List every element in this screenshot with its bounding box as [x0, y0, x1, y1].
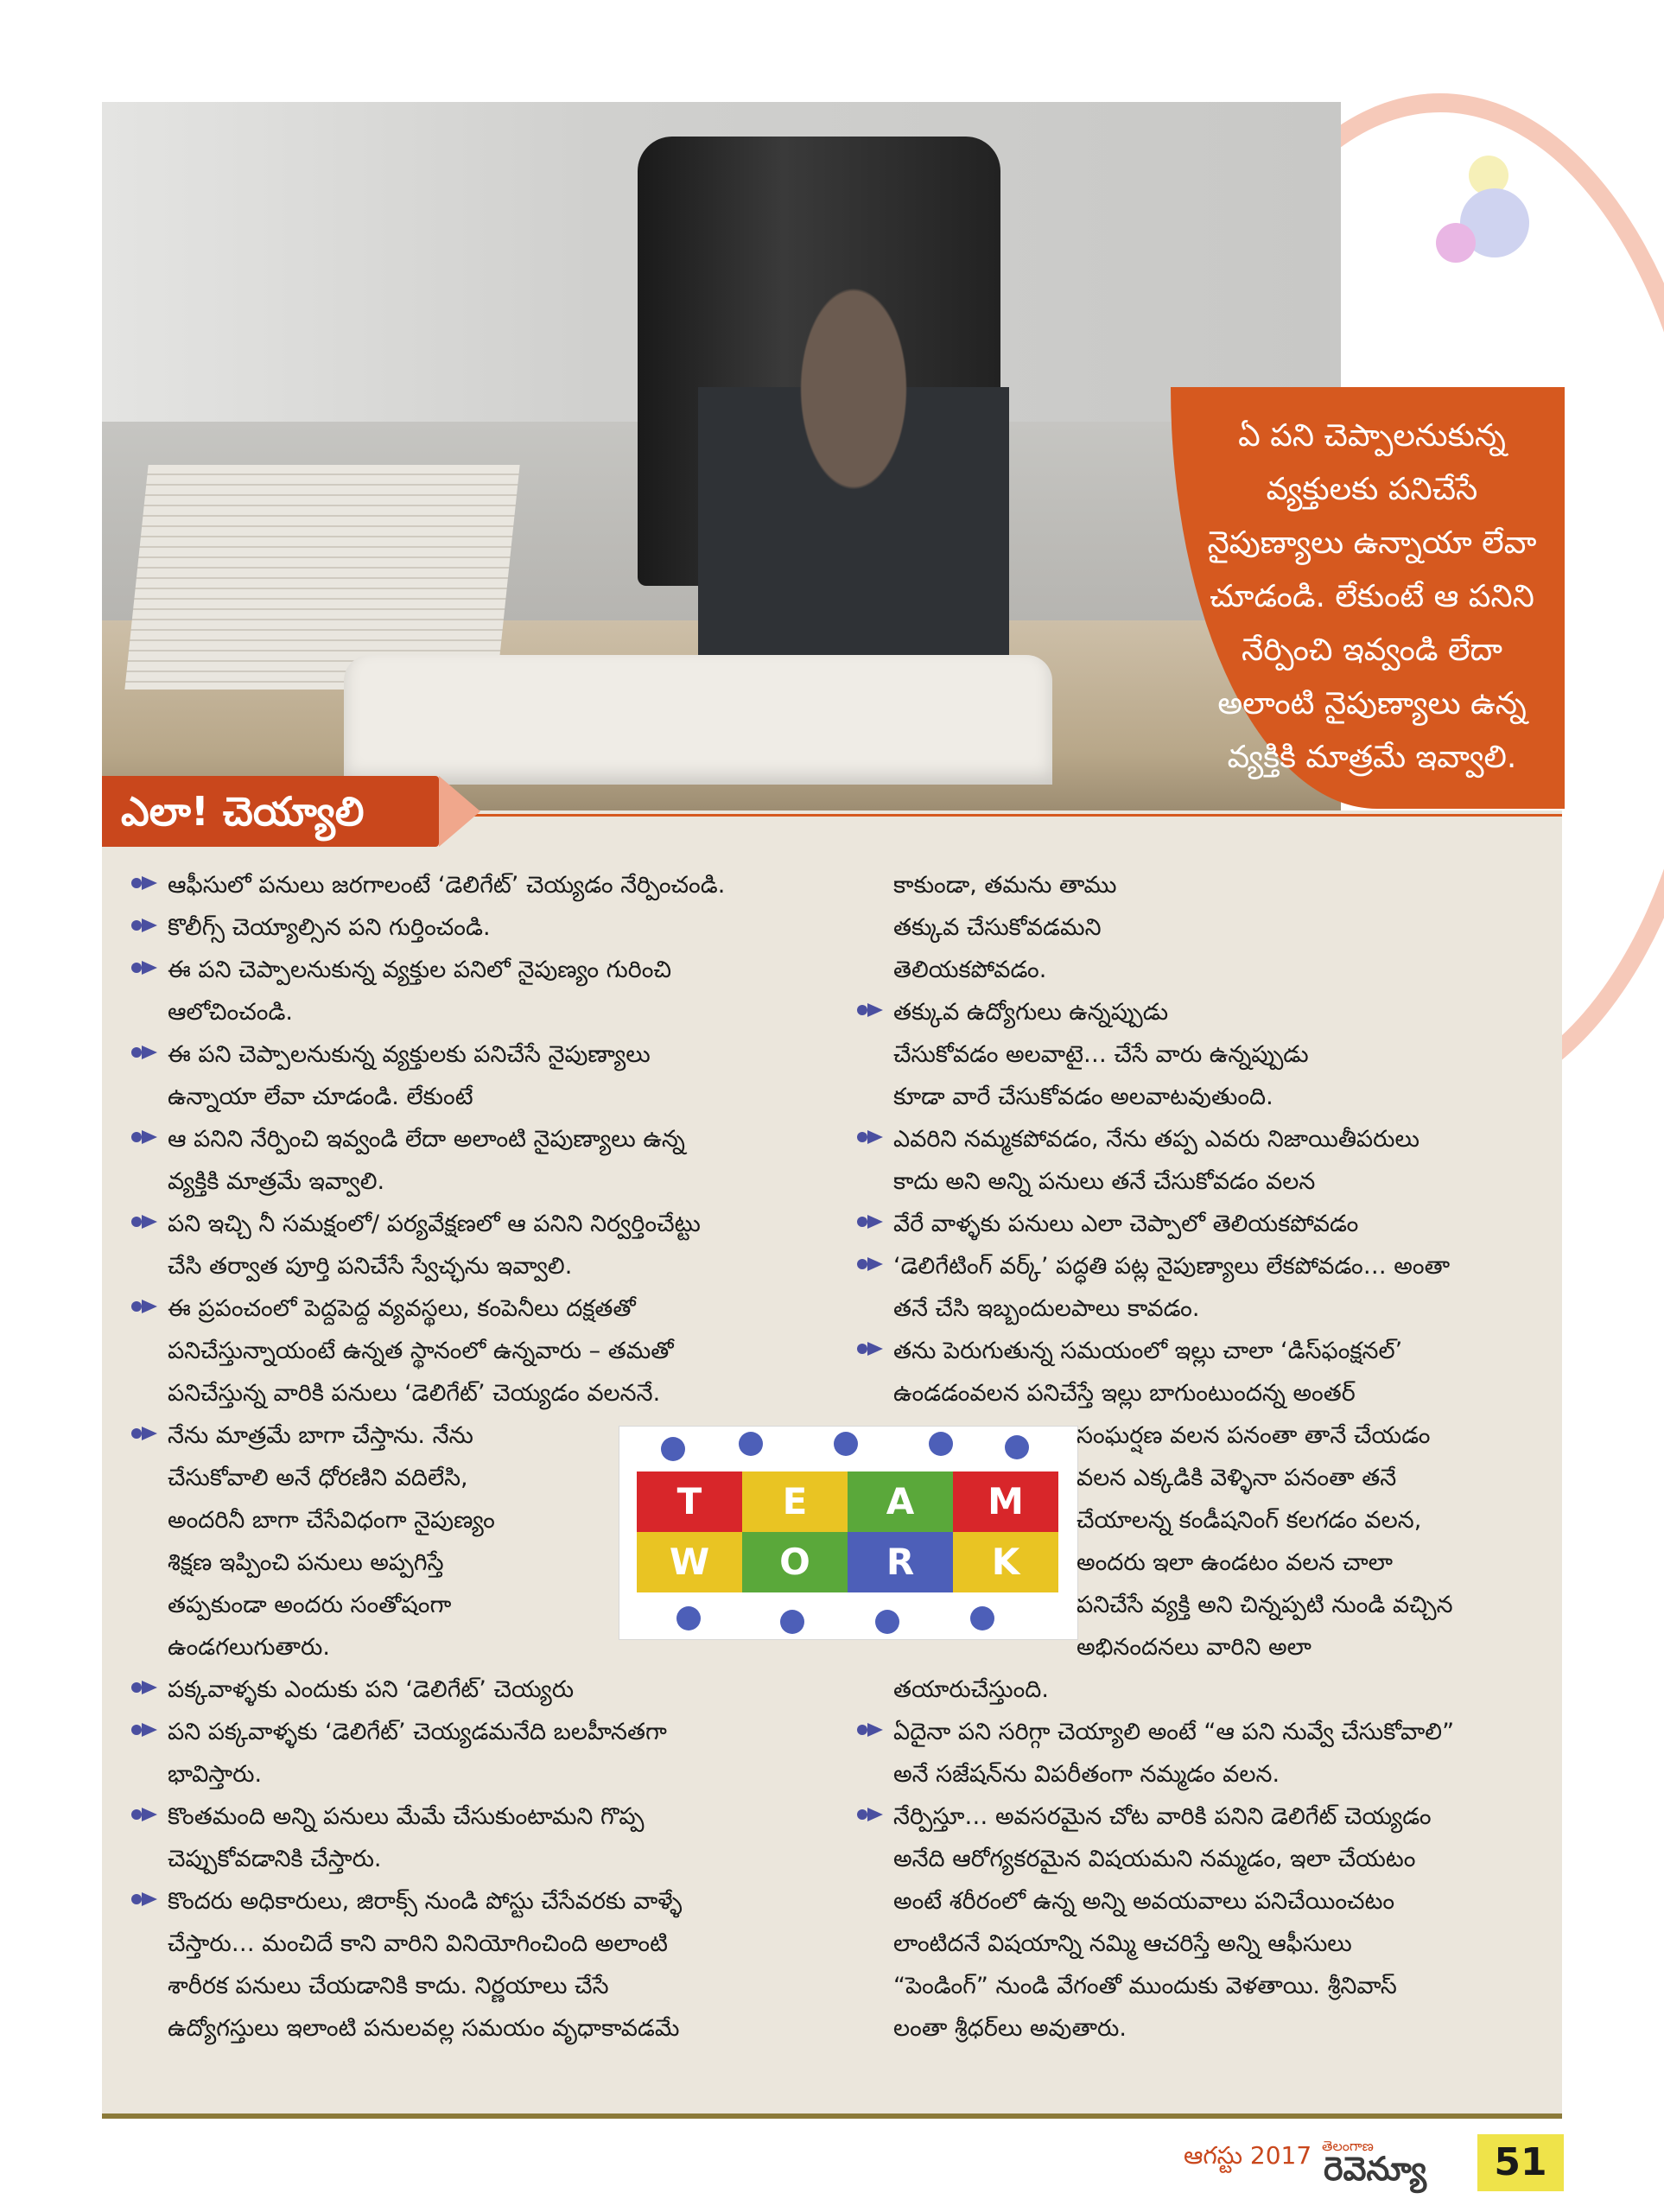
letter-o: O [779, 1541, 810, 1583]
highlight-quote-box [1171, 387, 1565, 809]
item-text: ఎవరిని నమ్మకపోవడం, నేను తప్ప ఎవరు నిజాయితీపరులు [893, 1126, 1419, 1153]
item-text: తెలియకపోవడం. [893, 957, 1047, 983]
item-text: వేరే వాళ్ళకు పనులు ఎలా చెప్పాలో తెలియకపోవడం [893, 1211, 1359, 1237]
item-text: కాదు అని అన్ని పనులు తనే చేసుకోవడం వలన [893, 1168, 1316, 1195]
item-text: కొందరు అధికారులు, జిరాక్స్ నుండి పోస్టు చేసేవరకు వాళ్ళే [168, 1888, 683, 1915]
item-text: నేర్పిస్తూ… అవసరమైన చోట వారికి పనిని డెలిగేట్ చెయ్యడం [893, 1803, 1432, 1830]
page-number: 51 [1477, 2134, 1564, 2191]
list-item [130, 1880, 838, 1923]
bullet-arrow-icon [855, 1128, 885, 1147]
stressed-man-photo [102, 102, 1341, 810]
item-text: కొంతమంది అన్ని పనులు మేమే చేసుకుంటామని గొప్ప [168, 1803, 645, 1830]
item-text: అంటే శరీరంలో ఉన్న అన్ని అవయవాలు పనిచేయించటం [893, 1888, 1395, 1915]
item-text: చేస్తారు… మంచిదే కాని వారిని వినియోగించింది అలాంటి [168, 1930, 668, 1957]
section-title-text: ఎలా! చెయ్యాలి [121, 788, 365, 835]
item-text: ఉన్నాయా లేవా చూడండి. లేకుంటే [168, 1084, 473, 1110]
list-item [855, 1118, 1547, 1160]
item-text: ఆ పనిని నేర్పించి ఇవ్వండి లేదా అలాంటి నైపుణ్యాలు ఉన్న [168, 1126, 685, 1153]
item-text: పనిచేస్తున్నాయంటే ఉన్నత స్థానంలో ఉన్నవారు – తమతో [168, 1338, 674, 1364]
item-text: పనిచేసే వ్యక్తి అని చిన్నప్పటి నుండి వచ్చిన [1077, 1592, 1453, 1618]
item-text: చేయాలన్న కండీషనింగ్ కలగడం వలన, [1077, 1507, 1422, 1534]
item-text: అందరినీ బాగా చేసేవిధంగా నైపుణ్యం [168, 1507, 495, 1534]
item-text: కాకుండా, తమను తాము [893, 872, 1117, 899]
item-text: లాంటిదనే విషయాన్ని నమ్మి ఆచరిస్తే అన్ని ఆఫీసులు [893, 1930, 1352, 1957]
bullet-arrow-icon [130, 1890, 159, 1909]
bullet-arrow-icon [855, 1255, 885, 1274]
magazine-brand-small: తెలంగాణ [1322, 2138, 1374, 2154]
magazine-brand: రెవెన్యూ [1324, 2150, 1427, 2188]
list-item [130, 1033, 838, 1076]
list-item [855, 1245, 1547, 1287]
page-footer [1184, 2134, 1564, 2195]
list-item [130, 1796, 838, 1838]
bullet-arrow-icon [130, 1805, 159, 1824]
item-text: ఏదైనా పని సరిగ్గా చెయ్యాలి అంటే “ఆ పని నువ్వే చేసుకోవాలి” [893, 1719, 1455, 1745]
item-text: ఆఫీసులో పనులు జరగాలంటే ‘డెలిగేట్’ చెయ్యడం నేర్పించండి. [168, 872, 726, 899]
list-item [130, 906, 838, 949]
item-text: చేసుకోవాలి అనే ధోరణిని వదిలేసి, [168, 1465, 468, 1491]
item-text: తనే చేసి ఇబ్బందులపాలు కావడం. [893, 1295, 1200, 1322]
bullet-arrow-icon [130, 1212, 159, 1231]
letter-k: K [991, 1541, 1020, 1583]
bullet-arrow-icon [130, 874, 159, 893]
bubble-pink [1436, 223, 1476, 263]
bullet-arrow-icon [130, 1720, 159, 1739]
item-text: సంఘర్షణ వలన పనంతా తానే చేయడం [1077, 1422, 1431, 1449]
item-text: ఉండగలుగుతారు. [168, 1634, 330, 1661]
item-text: శిక్షణ ఇప్పించి పనులు అప్పగిస్తే [168, 1549, 444, 1576]
item-text: అందరు ఇలా ఉండటం వలన చాలా [1077, 1549, 1393, 1576]
item-text: వ్యక్తికి మాత్రమే ఇవ్వాలి. [168, 1168, 385, 1195]
item-text: శారీరక పనులు చేయడానికి కాదు. నిర్ణయాలు చేసే [168, 1973, 609, 1999]
item-text: “పెండింగ్” నుండి వేగంతో ముందుకు వెళతాయి. శ్రీనివాస్ [893, 1973, 1397, 1999]
letter-t: T [676, 1480, 702, 1522]
bullet-arrow-icon [130, 1043, 159, 1062]
list-item [130, 1669, 838, 1711]
item-text: కొలీగ్స్ చెయ్యాల్సిన పని గుర్తించండి. [168, 914, 491, 941]
bullet-arrow-icon [130, 958, 159, 977]
item-text: తయారుచేస్తుంది. [893, 1676, 1049, 1703]
item-text: అనేది ఆరోగ్యకరమైన విషయమని నమ్మడం, ఇలా చేయటం [893, 1846, 1416, 1872]
bullet-arrow-icon [130, 1678, 159, 1697]
letter-e: E [782, 1480, 808, 1522]
item-text: అభినందనలు వారిని అలా [1077, 1634, 1312, 1661]
issue-date: ఆగస్టు 2017 [1184, 2141, 1312, 2170]
bullet-arrow-icon [855, 1001, 885, 1020]
bullet-arrow-icon [130, 916, 159, 935]
item-text: లంతా శ్రీధర్‌లు అవుతారు. [893, 2015, 1127, 2042]
list-item [130, 949, 838, 991]
list-item [130, 1118, 838, 1160]
item-text: తప్పకుండా అందరు సంతోషంగా [168, 1592, 452, 1618]
bullet-arrow-icon [130, 1297, 159, 1316]
item-text: చేసుకోవడం అలవాటై… చేసే వారు ఉన్నప్పుడు [893, 1041, 1309, 1068]
list-item [855, 1711, 1547, 1753]
letter-r: R [886, 1541, 915, 1583]
item-text: ఉండడంవలన పనిచేస్తే ఇల్లు బాగుంటుందన్న అంతర్ [893, 1380, 1356, 1407]
item-text: పక్కవాళ్ళకు ఎందుకు పని ‘డెలిగేట్’ చెయ్యరు [168, 1676, 575, 1703]
list-item [130, 1711, 838, 1753]
column-right [855, 864, 1547, 2050]
list-item [130, 864, 838, 906]
item-text: ‘డెలిగేటింగ్ వర్క్’ పద్ధతి పట్ల నైపుణ్యాలు లేకపోవడం… అంతా [893, 1253, 1451, 1280]
bullet-arrow-icon [855, 1805, 885, 1824]
bullet-arrow-icon [855, 1212, 885, 1231]
bottom-rule [102, 2113, 1562, 2119]
list-item [130, 1287, 838, 1330]
item-text: పని పక్కవాళ్ళకు ‘డెలిగేట్’ చెయ్యడమనేది బలహీనతగా [168, 1719, 667, 1745]
list-item [855, 991, 1547, 1033]
bullet-arrow-icon [855, 1720, 885, 1739]
item-text: భావిస్తారు. [168, 1761, 263, 1788]
highlight-quote: ఏ పని చెప్పాలనుకున్న వ్యక్తులకు పనిచేసే నైపుణ్యాలు ఉన్నాయా లేవా చూడండి. లేకుంటే ఆ పనిని నేర్పించి ఇవ్వండి లేదా అలాంటి నైపుణ్యాలు ఉన్న వ్యక్తికి మాత్రమే ఇవ్వాలి. [1207, 418, 1537, 775]
item-text: అనే సజేషన్‌ను విపరీతంగా నమ్మడం వలన. [893, 1761, 1280, 1788]
list-item [855, 1330, 1547, 1372]
bullet-arrow-icon [130, 1128, 159, 1147]
item-text: ఈ పని చెప్పాలనుకున్న వ్యక్తుల పనిలో నైపుణ్యం గురించి [168, 957, 672, 983]
item-text: పని ఇచ్చి నీ సమక్షంలో/ పర్యవేక్షణలో ఆ పనిని నిర్వర్తించేట్టు [168, 1211, 701, 1237]
list-item [130, 1203, 838, 1245]
list-item [855, 1796, 1547, 1838]
letter-m: M [988, 1480, 1024, 1522]
list-item [130, 1414, 548, 1457]
item-text: ఈ ప్రపంచంలో పెద్దపెద్ద వ్యవస్థలు, కంపెనీలు దక్షతతో [168, 1295, 636, 1322]
letter-w: W [669, 1541, 710, 1583]
item-text: ఆలోచించండి. [168, 999, 294, 1026]
item-text: తను పెరుగుతున్న సమయంలో ఇల్లు చాలా ‘డిస్‌ఫంక్షనల్’ [893, 1338, 1403, 1364]
section-title [102, 776, 439, 847]
list-item [855, 1203, 1547, 1245]
item-text: తక్కువ చేసుకోవడమని [893, 914, 1102, 941]
bullet-arrow-icon [855, 1339, 885, 1358]
item-text: ఈ పని చెప్పాలనుకున్న వ్యక్తులకు పనిచేసే నైపుణ్యాలు [168, 1041, 651, 1068]
item-text: కూడా వారే చేసుకోవడం అలవాటవుతుంది. [893, 1084, 1273, 1110]
bullet-arrow-icon [130, 1424, 159, 1443]
item-text: చేసి తర్వాత పూర్తి పనిచేసే స్వేచ్ఛను ఇవ్వాలి. [168, 1253, 573, 1280]
item-text: తక్కువ ఉద్యోగులు ఉన్నప్పుడు [893, 999, 1169, 1026]
item-text: చెప్పుకోవడానికి చేస్తారు. [168, 1846, 382, 1872]
item-text: వలన ఎక్కడికి వెళ్ళినా పనంతా తనే [1077, 1465, 1397, 1491]
item-text: ఉద్యోగస్తులు ఇలాంటి పనులవల్ల సమయం వృధాకావడమే [168, 2015, 680, 2042]
item-text: పనిచేస్తున్న వారికి పనులు ‘డెలిగేట్’ చెయ్యడం వలననే. [168, 1380, 661, 1407]
item-text: నేను మాత్రమే బాగా చేస్తాను. నేను [168, 1422, 473, 1449]
letter-a: A [886, 1480, 915, 1522]
